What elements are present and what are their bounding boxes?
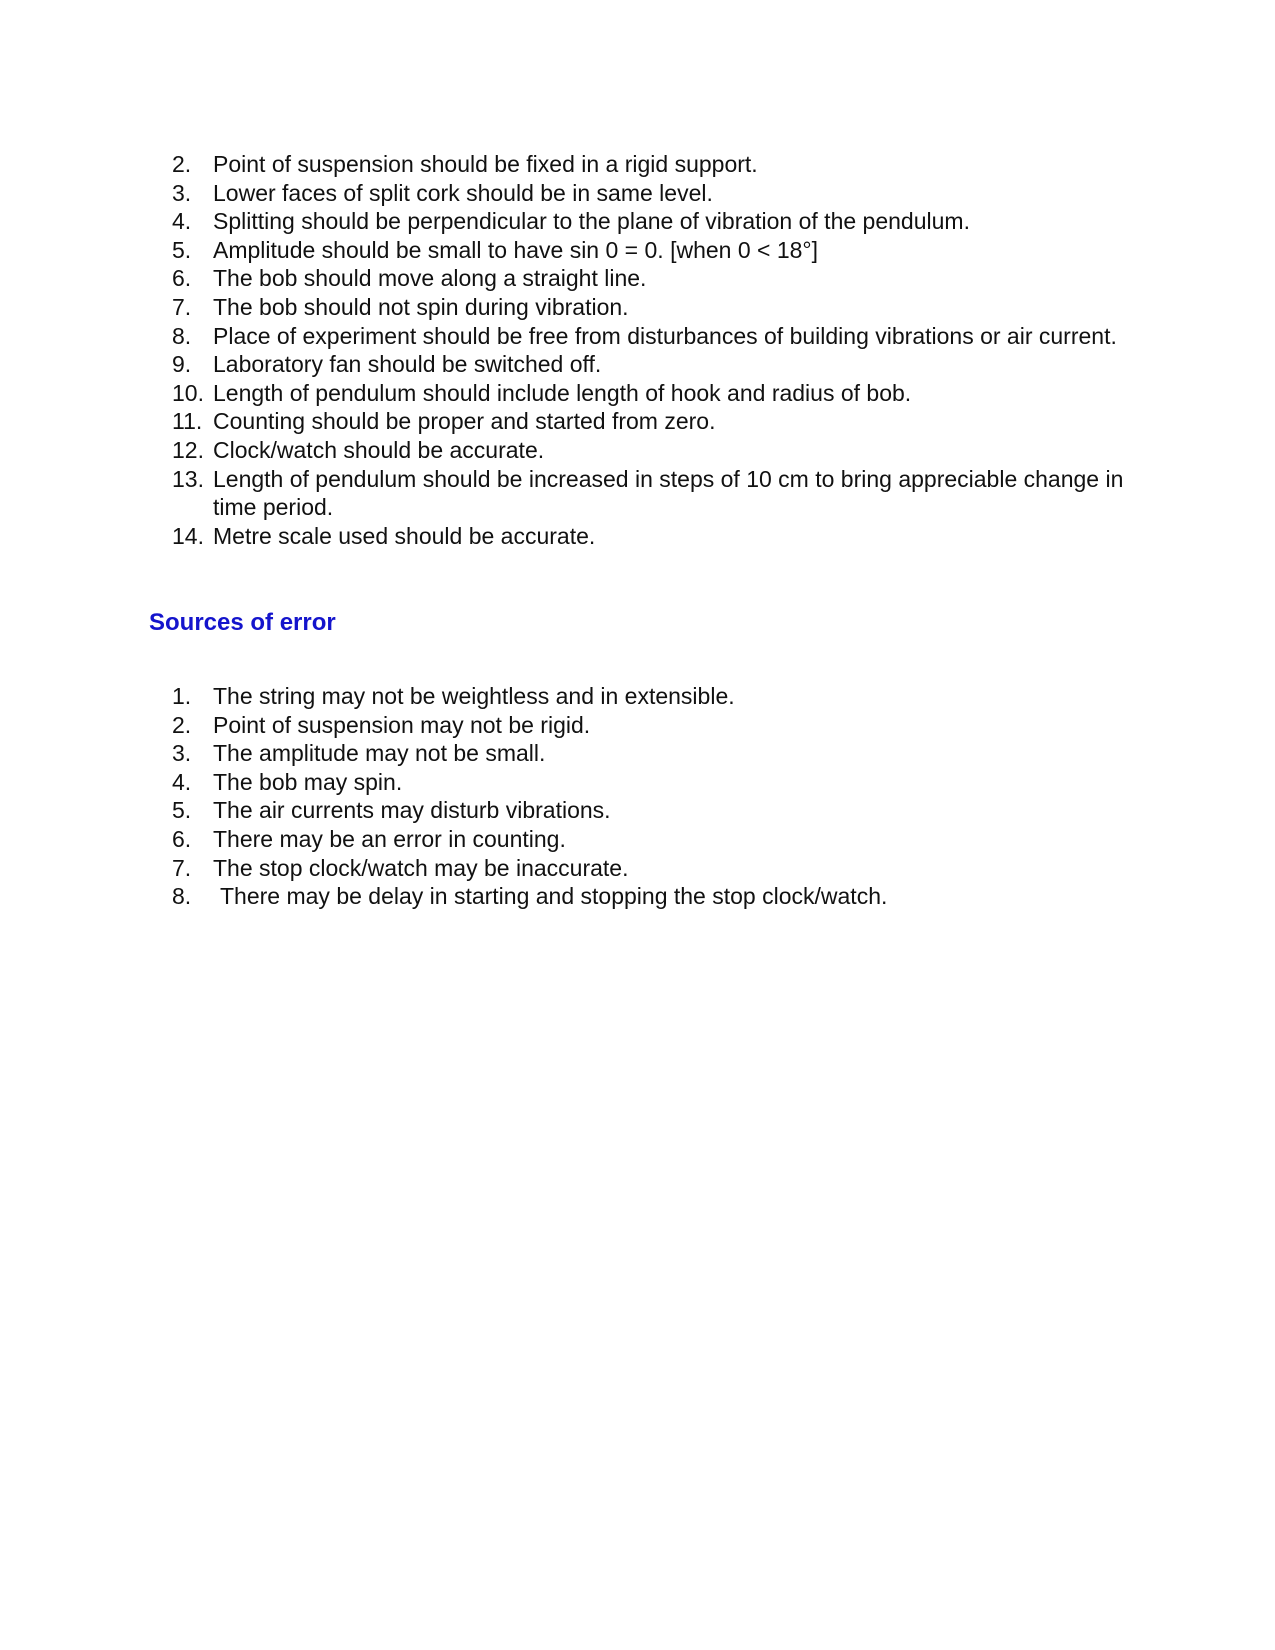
item-number: 13. bbox=[172, 465, 204, 492]
item-number: 9. bbox=[172, 351, 192, 378]
sources-of-error-list bbox=[172, 682, 1132, 911]
item-number: 14. bbox=[172, 522, 204, 549]
item-number: 11. bbox=[172, 408, 203, 435]
item-text: Point of suspension may not be rigid. bbox=[213, 711, 591, 738]
item-text: Length of pendulum should include length of hook and radius of bob. bbox=[213, 379, 912, 406]
list-item bbox=[172, 682, 1132, 711]
item-text: The bob may spin. bbox=[213, 768, 403, 795]
item-text: There may be delay in starting and stopping the stop clock/watch. bbox=[220, 883, 888, 910]
item-text: Metre scale used should be accurate. bbox=[213, 522, 596, 549]
list-item bbox=[172, 854, 1132, 883]
list-item bbox=[172, 236, 1132, 265]
item-text: The bob should not spin during vibration. bbox=[213, 293, 629, 320]
list-item bbox=[172, 436, 1132, 465]
list-item bbox=[172, 739, 1132, 768]
item-text: Laboratory fan should be switched off. bbox=[213, 351, 602, 378]
item-text: Length of pendulum should be increased in steps of 10 cm to bring appreciable change in time period. bbox=[213, 465, 1124, 521]
list-item bbox=[172, 150, 1132, 179]
item-number: 1. bbox=[172, 683, 192, 709]
item-text: The air currents may disturb vibrations. bbox=[213, 797, 611, 824]
item-text: The string may not be weightless and in extensible. bbox=[213, 683, 735, 709]
item-number: 2. bbox=[172, 711, 192, 738]
list-item bbox=[172, 882, 1132, 911]
item-number: 3. bbox=[172, 179, 192, 206]
list-item bbox=[172, 179, 1132, 208]
section-heading-sources-of-error: Sources of error bbox=[149, 609, 336, 636]
item-text: Counting should be proper and started from zero. bbox=[213, 408, 716, 435]
item-number: 7. bbox=[172, 293, 192, 320]
list-item bbox=[172, 322, 1132, 351]
list-item bbox=[172, 207, 1132, 236]
list-item bbox=[172, 264, 1132, 293]
item-number: 8. bbox=[172, 883, 192, 910]
item-number: 6. bbox=[172, 265, 192, 292]
list-item bbox=[172, 350, 1132, 379]
item-number: 5. bbox=[172, 236, 192, 263]
item-text: Point of suspension should be fixed in a rigid support. bbox=[213, 151, 758, 177]
item-number: 7. bbox=[172, 854, 192, 881]
list-item bbox=[172, 465, 1132, 522]
item-text: Clock/watch should be accurate. bbox=[213, 436, 545, 463]
list-item bbox=[172, 407, 1132, 436]
item-text: Place of experiment should be free from disturbances of building vibrations or air current. bbox=[213, 322, 1117, 349]
list-item bbox=[172, 379, 1132, 408]
item-number: 10. bbox=[172, 379, 204, 406]
item-text: There may be an error in counting. bbox=[213, 825, 566, 852]
item-number: 6. bbox=[172, 825, 192, 852]
item-number: 12. bbox=[172, 436, 204, 463]
list-item bbox=[172, 825, 1132, 854]
list-item bbox=[172, 711, 1132, 740]
item-text: The amplitude may not be small. bbox=[213, 740, 546, 767]
item-number: 5. bbox=[172, 797, 192, 824]
item-text: The bob should move along a straight line. bbox=[213, 265, 647, 292]
item-text: Amplitude should be small to have sin 0 = 0. [when 0 < 18°] bbox=[213, 236, 819, 263]
item-text: Splitting should be perpendicular to the plane of vibration of the pendulum. bbox=[213, 208, 970, 235]
list-item bbox=[172, 522, 1132, 551]
item-number: 4. bbox=[172, 768, 192, 795]
item-text: Lower faces of split cork should be in same level. bbox=[213, 179, 713, 206]
item-number: 2. bbox=[172, 151, 192, 177]
list-item bbox=[172, 293, 1132, 322]
item-number: 3. bbox=[172, 740, 192, 767]
item-text: The stop clock/watch may be inaccurate. bbox=[213, 854, 629, 881]
item-number: 8. bbox=[172, 322, 192, 349]
list-item bbox=[172, 796, 1132, 825]
precautions-list bbox=[172, 150, 1132, 550]
list-item bbox=[172, 768, 1132, 797]
item-number: 4. bbox=[172, 208, 192, 235]
